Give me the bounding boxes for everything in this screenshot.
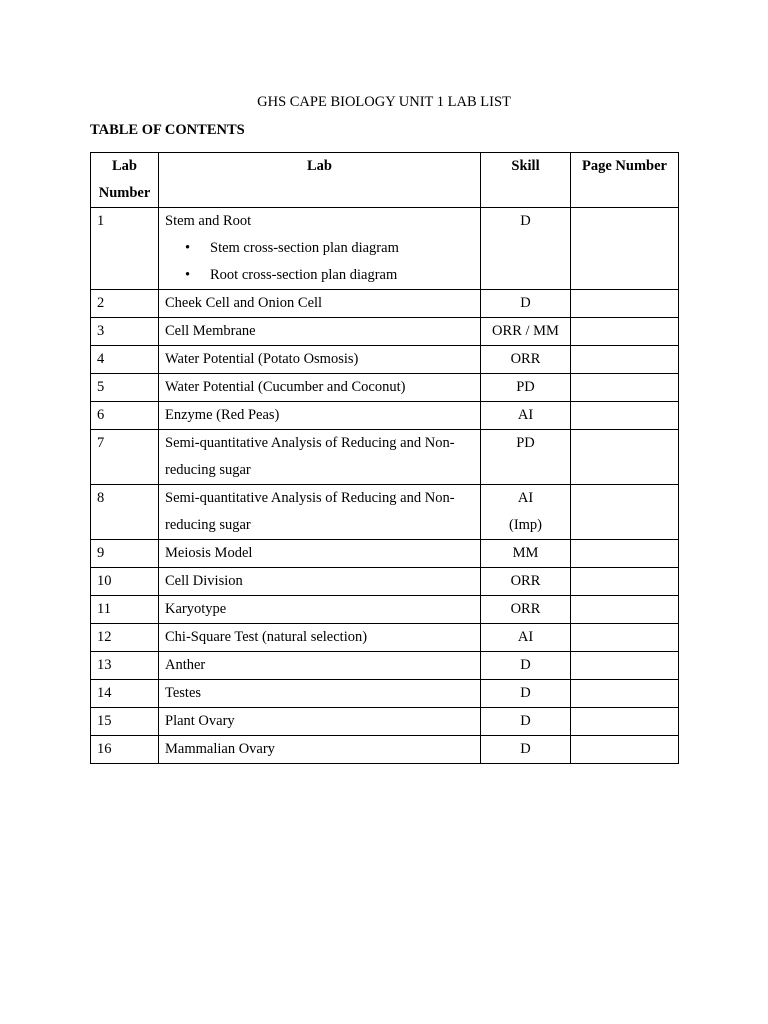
- table-row: [91, 568, 679, 596]
- lab-name-cell: Chi-Square Test (natural selection): [159, 624, 481, 652]
- lab-name-cell: Water Potential (Potato Osmosis): [159, 346, 481, 374]
- table-row: [91, 736, 679, 764]
- table-row: [91, 318, 679, 346]
- table-row: [91, 596, 679, 624]
- table-row: [91, 402, 679, 430]
- lab-number-cell: 15: [91, 708, 159, 736]
- table-row: [91, 540, 679, 568]
- sub-item-label: Stem cross-section plan diagram: [210, 240, 399, 256]
- page-number-cell: [571, 402, 679, 430]
- skill-cell: AI: [481, 624, 571, 652]
- lab-name-cell: Anther: [159, 652, 481, 680]
- skill-note: (Imp): [508, 517, 542, 533]
- header-lab-number-line1: Lab: [112, 158, 137, 174]
- page-number-cell: [571, 430, 679, 485]
- page-number-cell: [571, 290, 679, 318]
- lab-number-cell: 8: [91, 485, 159, 540]
- lab-name-cell: Cheek Cell and Onion Cell: [159, 290, 481, 318]
- header-lab-number: [91, 153, 159, 208]
- header-page-number: Page Number: [571, 153, 679, 208]
- page-number-cell: [571, 568, 679, 596]
- toc-heading: TABLE OF CONTENTS: [90, 122, 245, 138]
- lab-name: Stem and Root: [165, 213, 252, 229]
- lab-name-cell: Cell Membrane: [159, 318, 481, 346]
- skill-cell: AI: [481, 402, 571, 430]
- lab-number-cell: 12: [91, 624, 159, 652]
- header-skill: Skill: [481, 153, 571, 208]
- document-title: GHS CAPE BIOLOGY UNIT 1 LAB LIST: [257, 94, 511, 110]
- lab-name-cell: Semi-quantitative Analysis of Reducing and Non-reducing sugar: [159, 430, 481, 485]
- lab-number-cell: 6: [91, 402, 159, 430]
- lab-name-cell: Semi-quantitative Analysis of Reducing and Non-reducing sugar: [159, 485, 481, 540]
- table-row: [91, 430, 679, 485]
- page-number-cell: [571, 374, 679, 402]
- table-row: [91, 624, 679, 652]
- skill-cell: D: [481, 708, 571, 736]
- skill-cell: D: [481, 652, 571, 680]
- lab-number-cell: 5: [91, 374, 159, 402]
- lab-name-cell: Water Potential (Cucumber and Coconut): [159, 374, 481, 402]
- table-row: [91, 374, 679, 402]
- lab-name-cell: Enzyme (Red Peas): [159, 402, 481, 430]
- skill-cell: D: [481, 290, 571, 318]
- page-number-cell: [571, 652, 679, 680]
- lab-number-cell: 4: [91, 346, 159, 374]
- page-number-cell: [571, 318, 679, 346]
- lab-number-cell: 13: [91, 652, 159, 680]
- lab-name-cell: Cell Division: [159, 568, 481, 596]
- lab-number-cell: 1: [91, 208, 159, 290]
- lab-number-cell: 14: [91, 680, 159, 708]
- skill-cell: ORR: [481, 568, 571, 596]
- lab-number-cell: 11: [91, 596, 159, 624]
- table-row: [91, 290, 679, 318]
- lab-name-cell: Plant Ovary: [159, 708, 481, 736]
- list-item: [165, 262, 474, 289]
- lab-name-cell: [159, 208, 481, 290]
- skill-cell: ORR: [481, 596, 571, 624]
- table-row: [91, 208, 679, 290]
- skill-cell: ORR: [481, 346, 571, 374]
- lab-number-cell: 7: [91, 430, 159, 485]
- skill-cell: PD: [481, 374, 571, 402]
- lab-name-cell: Testes: [159, 680, 481, 708]
- page-number-cell: [571, 680, 679, 708]
- table-header-row: [91, 153, 679, 208]
- header-lab: Lab: [159, 153, 481, 208]
- table-row: [91, 708, 679, 736]
- lab-number-cell: 16: [91, 736, 159, 764]
- skill-cell: D: [481, 736, 571, 764]
- page-number-cell: [571, 485, 679, 540]
- page-number-cell: [571, 736, 679, 764]
- sub-item-label: Root cross-section plan diagram: [210, 267, 398, 283]
- table-row: [91, 346, 679, 374]
- skill-cell: D: [481, 680, 571, 708]
- list-item: [165, 235, 474, 262]
- page-number-cell: [571, 596, 679, 624]
- skill-cell: [481, 485, 571, 540]
- lab-number-cell: 9: [91, 540, 159, 568]
- bullet-icon: •: [185, 267, 191, 283]
- table-row: [91, 652, 679, 680]
- page-number-cell: [571, 540, 679, 568]
- table-row: [91, 485, 679, 540]
- lab-name-cell: Mammalian Ovary: [159, 736, 481, 764]
- bullet-icon: •: [185, 240, 191, 256]
- lab-name-cell: Meiosis Model: [159, 540, 481, 568]
- sub-item-list: [165, 235, 474, 289]
- page-number-cell: [571, 346, 679, 374]
- skill-line: AI: [517, 490, 534, 506]
- lab-number-cell: 2: [91, 290, 159, 318]
- page-number-cell: [571, 208, 679, 290]
- skill-cell: MM: [481, 540, 571, 568]
- lab-number-cell: 3: [91, 318, 159, 346]
- table-row: [91, 680, 679, 708]
- page-number-cell: [571, 708, 679, 736]
- lab-number-cell: 10: [91, 568, 159, 596]
- lab-name-cell: Karyotype: [159, 596, 481, 624]
- lab-list-table: [90, 152, 679, 764]
- header-lab-number-line2: Number: [98, 185, 151, 201]
- skill-cell: D: [481, 208, 571, 290]
- skill-cell: ORR / MM: [481, 318, 571, 346]
- skill-cell: PD: [481, 430, 571, 485]
- page-number-cell: [571, 624, 679, 652]
